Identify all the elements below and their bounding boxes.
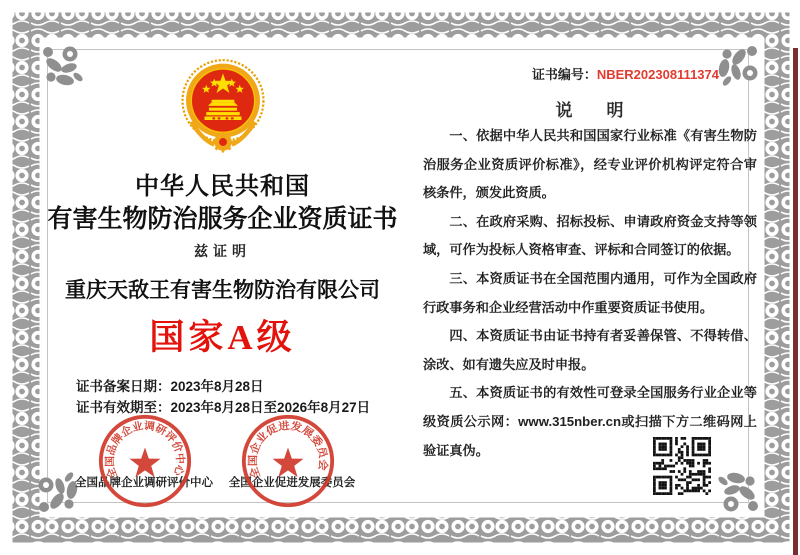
validity-label: 证书有效期至： <box>76 400 171 415</box>
corner-ornament-icon <box>39 44 87 92</box>
instructions-body <box>423 122 757 465</box>
certificate-number-line <box>423 64 719 83</box>
seal-ring-text-right: 全国企业促进发展委员会 <box>247 420 330 481</box>
certify-label: 兹证明 <box>194 243 251 259</box>
seal-caption-right: 全国企业促进发展委员会 <box>228 477 356 489</box>
filing-date-label: 证书备案日期： <box>76 379 171 394</box>
corner-ornament-icon <box>714 466 762 514</box>
seal-caption-left: 全国品牌企业调研评价中心 <box>75 477 213 489</box>
seal-stamp-right <box>240 413 336 509</box>
grade-text: 国家A级 <box>149 318 296 357</box>
seal-ring-text-left: 全国品牌企业调研评价中心 <box>104 419 186 481</box>
instruction-item-1: 一、依据中华人民共和国国家行业标准《有害生物防治服务企业资质评价标准》，经专业评价机构评定符合审核条件，颁发此资质。 <box>423 128 757 201</box>
page-edge-shadow <box>793 48 798 555</box>
validity-value: 2023年8月28日至2026年8月27日 <box>170 400 371 415</box>
filing-date-line <box>76 376 406 397</box>
instruction-item-4: 四、本资质证书由证书持有者妥善保管、不得转借、涂改、如有遗失应及时申报。 <box>423 328 757 372</box>
date-block <box>76 376 406 418</box>
seal-stamp-left <box>97 413 193 509</box>
certificate-country-title: 中华人民共和国 <box>135 173 310 200</box>
instruction-item-2: 二、在政府采购、招标投标、申请政府资金支持等领域，可作为投标人资格审查、评标和合同签订的依据。 <box>423 213 757 258</box>
company-name: 重庆天敌王有害生物防治有限公司 <box>65 279 380 302</box>
qr-code <box>653 437 711 495</box>
instructions-heading: 说 明 <box>555 101 624 120</box>
certificate-number-label: 证书编号： <box>531 67 597 82</box>
instruction-item-3: 三、本资质证书在全国范围内通用，可作为全国政府行政事务和企业经营活动中作重要资质证书使用。 <box>423 270 757 315</box>
certificate-title: 有害生物防治服务企业资质证书 <box>47 205 398 233</box>
national-emblem-icon <box>179 58 267 160</box>
instruction-item-5: 五、本资质证书的有效性可登录全国服务行业企业等级资质公示网：www.315nber.cn或扫描下方二维码网上验证真伪。 <box>423 385 757 458</box>
certificate-number-value: NBER202308111374 <box>596 67 719 82</box>
filing-date-value: 2023年8月28日 <box>170 379 264 394</box>
corner-ornament-icon <box>712 42 760 90</box>
